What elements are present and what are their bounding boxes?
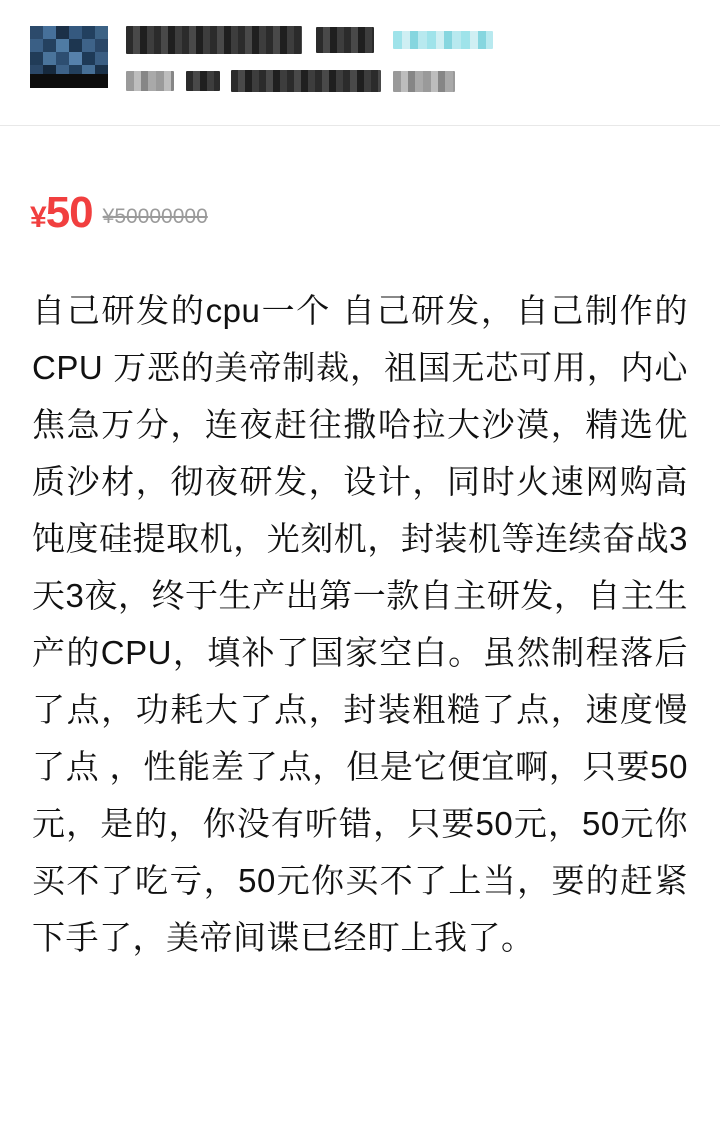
avatar-pixel: [82, 52, 95, 65]
current-price-value: 50: [45, 188, 93, 237]
currency-symbol: ¥: [30, 201, 46, 234]
avatar-pixel: [82, 39, 95, 52]
price-block: [0, 126, 720, 238]
seller-name-redacted: [126, 26, 302, 54]
subtitle-redacted-part: [186, 71, 220, 91]
avatar-pixel: [30, 52, 43, 65]
seller-subtitle-row: [126, 70, 690, 92]
avatar-pixel: [43, 52, 56, 65]
avatar-pixel: [30, 39, 43, 52]
avatar-pixel: [43, 26, 56, 39]
avatar-pixel: [82, 26, 95, 39]
subtitle-redacted-part: [126, 71, 174, 91]
avatar-pixel: [69, 65, 82, 78]
avatar-pixel: [82, 65, 95, 78]
seller-meta-redacted: [393, 31, 493, 49]
avatar-pixel: [56, 39, 69, 52]
avatar-pixel: [69, 39, 82, 52]
avatar[interactable]: [30, 26, 108, 88]
avatar-pixel: [30, 65, 43, 78]
avatar-pixel: [56, 52, 69, 65]
current-price: [30, 188, 93, 238]
avatar-pixel: [56, 65, 69, 78]
avatar-pixel: [95, 39, 108, 52]
avatar-pixel: [95, 26, 108, 39]
avatar-pixel: [69, 26, 82, 39]
avatar-pixel: [95, 52, 108, 65]
seller-header[interactable]: [0, 0, 720, 126]
avatar-pixel: [30, 26, 43, 39]
seller-info: [126, 22, 690, 92]
seller-name-row: [126, 26, 690, 54]
avatar-pixel: [56, 26, 69, 39]
avatar-pixel: [43, 65, 56, 78]
subtitle-redacted-part: [393, 71, 455, 92]
original-price: ¥50000000: [102, 205, 208, 228]
avatar-pixel: [43, 39, 56, 52]
subtitle-redacted-part: [231, 70, 381, 92]
avatar-pixel: [69, 52, 82, 65]
product-description: 自己研发的cpu一个 自己研发，自己制作的CPU 万恶的美帝制裁，祖国无芯可用，内心焦急万分，连夜赶往撒哈拉大沙漠，精选优质沙材，彻夜研发，设计，同时火速网购高饨度硅提取机，光刻机，封装机等连续奋战3天3夜，终于生产出第一款自主研发，自主生产的CPU，填补了国家空白。虽然制程落后了点，功耗大了点，封装粗糙了点，速度慢了点 ，性能差了点，但是它便宜啊，只要50元，是的，你没有听错，只要50元，50元你买不了吃亏，50元你买不了上当，要的赶紧下手了，美帝间谍已经盯上我了。: [32, 292, 688, 956]
seller-tag-redacted: [316, 27, 374, 53]
avatar-pixel: [95, 65, 108, 78]
